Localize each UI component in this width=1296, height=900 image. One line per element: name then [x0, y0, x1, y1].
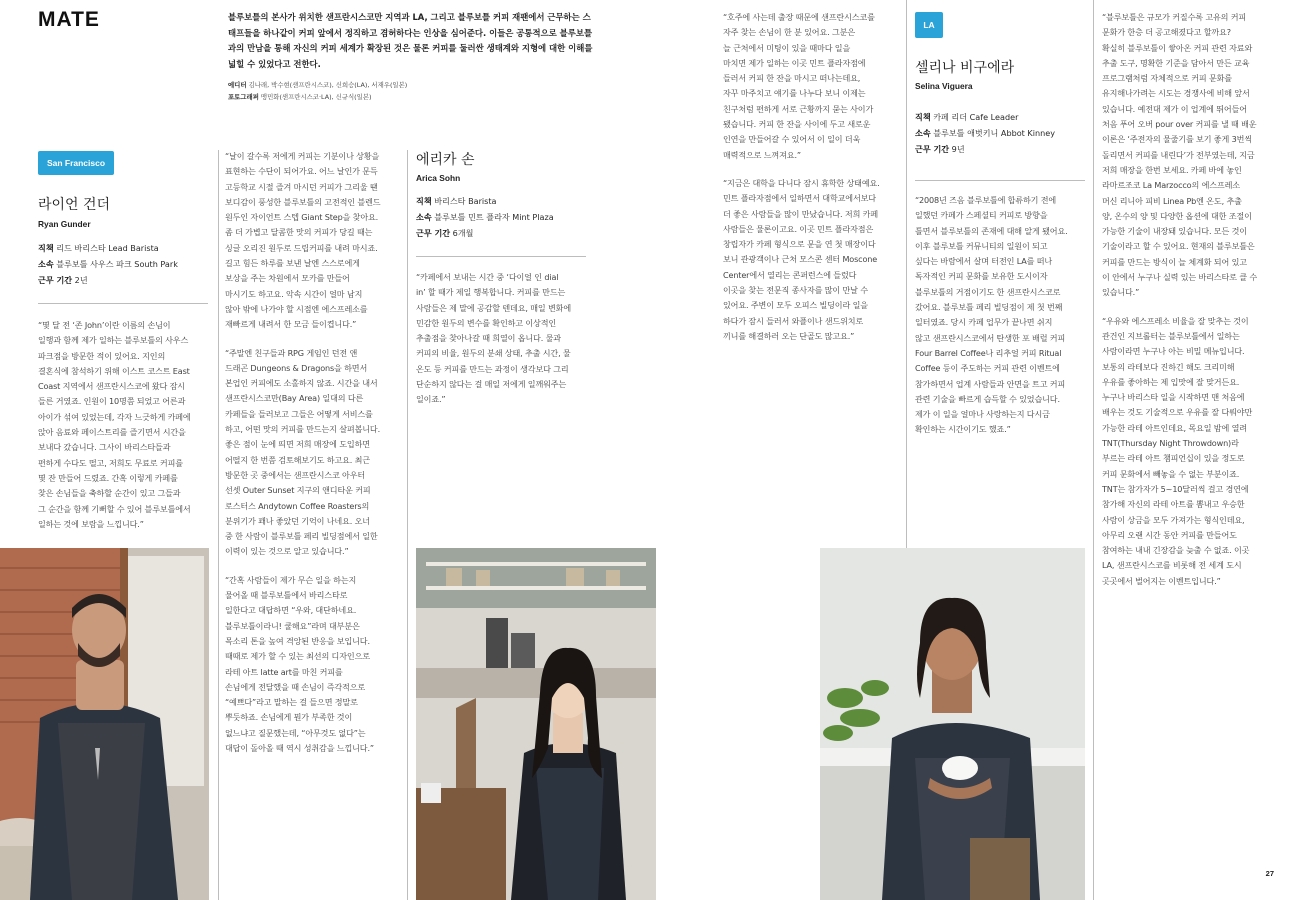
photo-ryan-gunder [0, 548, 209, 900]
column-divider [1093, 0, 1094, 900]
location-tag-san-francisco: San Francisco [38, 151, 114, 175]
text-column-2 [225, 149, 402, 769]
text-column-6 [1102, 10, 1282, 602]
quote-paragraph: “카페에서 보내는 시간 중 ‘다이얼 인 dial in’ 할 때가 제일 행복합니다. 커피를 만드는 사람들은 제 말에 공감할 텐데요, 매일 변화에 민감한 원두의 변수를 확인하고 이상적인 추출점을 찾아나갈 때 희열이 옵니다. 물과 커피의 비율, 원두의 분쇄 상태, 추출 시간, 물 온도 등 커피를 만드는 과정이 생각보다 그리 단순하지 않다는 걸 매일 저에게 일깨워주는 일이죠.” [416, 272, 571, 405]
column-divider [407, 150, 408, 900]
person-name-en: Arica Sohn [416, 173, 461, 183]
person-name-en: Ryan Gunder [38, 219, 91, 229]
intro-paragraph: 블루보틀의 본사가 위치한 샌프란시스코만 지역과 LA, 그리고 블루보틀 커피 재팬에서 근무하는 스태프들을 하나같이 커피 앞에서 정직하고 겸허하다는 인상을 심어준다. 이들은 공통적으로 블루보틀과의 만남을 통해 자신의 커피 세계가 확장된 것은 물론 커피를 둘러싼 생태계와 지형에 대한 이해를 넓힐 수 있었다고 전한다. [228, 12, 593, 69]
text-column-1 [38, 318, 213, 545]
person-details: 직책 리드 바리스타 Lead Barista 소속 블루보틀 사우스 파크 South Park 근무 기간 2년 [38, 243, 178, 285]
person-name-ko: 라이언 건더 [38, 197, 111, 213]
person-name-en: Selina Viguera [915, 81, 973, 91]
page-number: 27 [1265, 869, 1274, 878]
portrait-illustration [0, 548, 209, 900]
quote-paragraph: “지금은 대학을 다니다 잠시 휴학한 상태예요. 민트 플라자점에서 일하면서 대학교에서보다 더 좋은 사람들을 많이 만났습니다. 저희 카페 사람들은 물론이고요. 이곳 민트 플라자점은 창립자가 카페 형식으로 문을 연 첫 매장이다 보니 관광객이나 근처 모스콘 센터 Moscone Center에서 열리는 콘퍼런스에 들렀다 이곳을 찾는 전문직 종사자를 많이 만날 수 있어요. 주변이 모두 오피스 빌딩이라 일을 하다가 잠시 들러서 와플이나 샌드위치로 끼니를 해결하러 오는 단골도 많고요.” [723, 177, 880, 341]
person-name-ko: 에리카 손 [416, 152, 475, 168]
column-divider [218, 150, 219, 900]
text-column-4 [723, 10, 901, 357]
text-column-5 [915, 193, 1090, 451]
quote-paragraph: “우유와 에스프레소 비율을 잘 맞추는 것이 관건인 지브롤터는 블루보틀에서 일하는 사람이라면 누구나 아는 비밀 메뉴입니다. 보통의 라테보다 진하긴 해도 크리미해 우유를 좋아하는 제 입맛에 잘 맞거든요. 누구나 바리스타 일을 시작하면 맨 처음에 배우는 것도 기술적으로 우유를 잘 다뤄야만 가능한 라테 아트인데요, 목요일 밤에 열려 TNT(Thursday Night Throwdown)라 부르는 라테 아트 챔피언십이 있을 정도로 커피 문화에서 빼놓을 수 없는 부분이죠. TNT는 참가자가 5~10달러씩 걸고 경연에 참가해 자신의 라테 아트를 뽐내고 우승한 사람이 상금을 모두 가져가는 형식인데요, 아무리 오랜 시간 동안 커피를 만들어도 참여하는 내내 긴장감을 늦출 수 없죠. 이곳 LA, 샌프란시스코를 비롯해 전 세계 도시 곳곳에서 벌어지는 이벤트입니다.” [1102, 315, 1253, 586]
profile-rule [38, 303, 208, 304]
photo-arica-sohn [416, 548, 656, 900]
text-column-3 [416, 270, 596, 421]
quote-paragraph: “주말엔 친구들과 RPG 게임인 던전 앤 드래곤 Dungeons & Dragons을 하면서 본업인 커피에도 소홀하지 않죠. 시간을 내서 샌프란시스코만(Bay Area) 일대의 다른 카페들을 들러보고 그들은 어떻게 서비스를 하고, 어떤 맛의 커피를 만드는지 살펴봅니다. 좋은 점이 눈에 띄면 저희 매장에 도입하면 어떨지 한 번쯤 검토해보기도 하고요. 최근 방문한 곳 중에서는 샌프란시스코 아우터 선셋 Outer Sunset 지구의 앤디타운 커피 로스터스 Andytown Coffee Roasters의 분위기가 꽤나 좋았던 기억이 나네요. 오너 중 한 사람이 블루보틀 페리 빌딩점에서 일한 이력이 있는 것으로 알고 있습니다.” [225, 347, 380, 557]
profile-rule [416, 256, 586, 257]
portrait-illustration [820, 548, 1085, 900]
portrait-illustration [416, 548, 656, 900]
quote-paragraph: “블루보틀은 규모가 커질수록 고유의 커피 문화가 한층 더 공고해졌다고 할까요? 확실히 블루보틀이 쌓아온 커피 관련 자료와 추출 도구, 명확한 기준을 담아서 만든 교육 프로그램처럼 자체적으로 커피 문화를 유지해나가려는 시도는 경쟁사에 비해 앞서 있습니다. 예전대 제가 이 업계에 뛰어들어 처음 푸어 오버 pour over 커피를 낼 때 배운 이론은 ‘주전자의 물줄기를 보기 좋게 3번씩 돌리면서 커피를 내린다’가 전부였는데, 지금 저희 매장을 한번 보세요. 카페 바에 놓인 라마르조코 La Marzocco의 에스프레소 머신 리니아 피비 Linea Pb엔 온도, 추출 양, 온수의 양 및 다양한 옵션에 대한 조절이 가능한 기술이 내장돼 있습니다. 모든 것이 기술이라고 할 수 있어요. 현재의 블루보틀은 커피를 만드는 방식이 늘 체계화 되어 있고 이 안에서 누구나 실력 있는 바리스타로 클 수 있습니다.” [1102, 12, 1257, 298]
person-name-ko: 셀리나 비구에라 [915, 60, 1015, 76]
person-details: 직책 바리스타 Barista 소속 블루보틀 민트 플라자 Mint Plaza 근무 기간 6개월 [416, 196, 554, 238]
quote-paragraph: “간혹 사람들이 제가 무슨 일을 하는지 물어올 때 블루보틀에서 바리스타로 일한다고 대답하면 “우와, 대단하네요. 블루보틀이라니! 쿨해요”라며 대부분은 목소리 톤을 높여 격앙된 반응을 보입니다. 때때로 제가 할 수 있는 최선의 디자인으로 라테 아트 latte art를 마친 커피를 손님에게 전달했을 때 손님이 즉각적으로 “예쁘다”라고 말하는 걸 들으면 정말로 뿌듯하죠. 손님에게 뭔가 부족한 것이 없느냐고 질문했는데, “아무것도 없다”는 대답이 돌아올 때 역시 성취감을 느낍니다.” [225, 574, 374, 753]
photo-selina-viguera [820, 548, 1085, 900]
profile-rule [915, 180, 1085, 181]
quote-paragraph: “2008년 즈음 블루보틀에 합류하기 전에 일했던 카페가 스페셜티 커피로 방향을 틀면서 블루보틀의 존재에 대해 알게 됐어요. 이후 블루보틀 커뮤니티의 일원이 되고 싶다는 바람에서 살며 터전인 LA를 떠나 독자적인 커피 문화를 보유한 도시이자 블루보틀의 거점이기도 한 샌프란시스코로 갔어요. 블루보틀 페리 빌딩점이 제 첫 번째 일터였죠. 당시 카페 업무가 끝나면 쉬지 않고 샌프란시스코에서 탄생한 포 배럴 커피 Four Barrel Coffee나 리추얼 커피 Ritual Coffee 등이 주도하는 커피 관련 이벤트에 참가하면서 업계 사람들과 안면을 트고 커피 관련 기술을 빠르게 습득할 수 있었습니다. 제가 이 일을 얼마나 사랑하는지 다시금 확인하는 시간이기도 했죠.” [915, 195, 1068, 435]
person-details: 직책 카페 리더 Cafe Leader 소속 블루보틀 애벗키니 Abbot Kinney 근무 기간 9년 [915, 112, 1056, 154]
editor-credit: 에디터 김나래, 박수현(샌프란시스코), 신희승(LA), 서재우(일본) [228, 81, 408, 89]
quote-paragraph: “날이 갈수록 저에게 커피는 기분이나 상황을 표현하는 수단이 되어가요. 어느 날인가 문득 고등학교 시절 즐겨 마시던 커피가 그리울 땐 보디감이 풍성한 블루보틀의 고전적인 블렌드 원두인 자이언트 스텝 Giant Step을 찾아요. 좀 더 가볍고 달콤한 맛의 커피가 당길 때는 싱글 오리진 원두로 드립커피를 내려 마시죠. 길고 힘든 하루를 보낸 날엔 스스로에게 보상을 주는 차원에서 모카를 만들어 마시기도 하고요. 악속 시간이 얼마 남지 않아 밖에 나가야 할 시점엔 에스프레소를 재빠르게 내려서 한 모금 들이켭니다.” [225, 151, 381, 330]
location-tag-la: LA [915, 12, 943, 38]
column-divider [906, 0, 907, 550]
section-title: MATE [38, 8, 100, 31]
quote-paragraph: “호주에 사는데 출장 때문에 샌프란시스코를 자주 찾는 손님이 한 분 있어요. 그분은 늘 근처에서 미팅이 있을 때마다 일을 마치면 제가 일하는 이곳 민트 플라자점에 들러서 커피 한 잔을 마시고 떠나는데요, 자꾸 마주치고 얘기를 나누다 보니 이제는 친구처럼 편하게 서로 근황까지 묻는 사이가 됐습니다. 커피 한 잔을 사이에 두고 새로운 인연을 만들어갈 수 있어서 이 일이 더욱 매력적으로 느껴져요.” [723, 12, 875, 160]
quote-paragraph: “몇 달 전 ‘존 John’이란 이름의 손님이 일행과 함께 제가 일하는 블루보틀의 사우스 파크점을 방문한 적이 있어요. 지인의 결혼식에 참석하기 위해 이스트 코스트 East Coast 지역에서 샌프란시스코에 왔다 잠시 들른 거였죠. 인원이 10명쯤 되었고 어른과 아이가 섞여 있었는데, 각자 느긋하게 카페에 앉아 음료와 페이스트리를 즐기면서 시간을 보내다 갔습니다. 그사이 바리스타들과 편하게 수다도 떨고, 저희도 무료로 커피를 몇 잔 만들어 드렸죠. 간혹 이렇게 카페를 찾은 손님들을 축하할 순간이 있고 그들과 그 순간을 함께 기뻐할 수 있어 블루보틀에서 일하는 것에 보람을 느낍니다.” [38, 320, 191, 529]
credits [228, 79, 596, 103]
photographer-credit: 포토그래퍼 맹민화(샌프란시스코·LA), 신규식(일본) [228, 93, 372, 101]
